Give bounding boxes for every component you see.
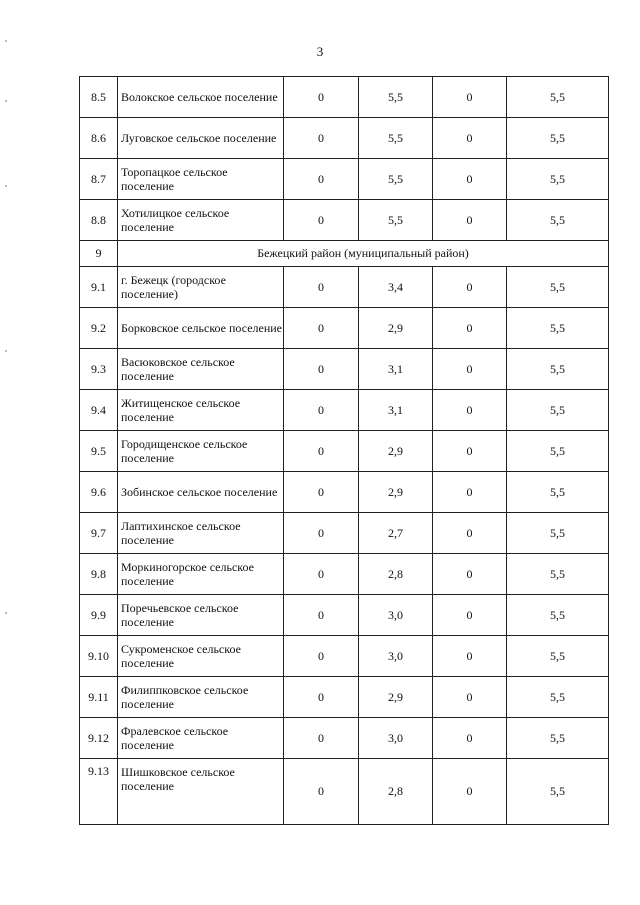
value-cell: 0 <box>284 472 359 513</box>
value-cell: 5,5 <box>507 267 609 308</box>
row-number: 9.8 <box>80 554 118 595</box>
value-cell: 2,9 <box>359 308 433 349</box>
value-cell: 0 <box>433 431 507 472</box>
value-cell: 5,5 <box>359 159 433 200</box>
table-row <box>80 472 609 513</box>
value-cell: 0 <box>433 390 507 431</box>
row-number: 9.2 <box>80 308 118 349</box>
row-number: 9.7 <box>80 513 118 554</box>
value-cell: 0 <box>433 200 507 241</box>
row-number: 8.7 <box>80 159 118 200</box>
value-cell: 5,5 <box>507 390 609 431</box>
value-cell: 5,5 <box>507 118 609 159</box>
table-row <box>80 718 609 759</box>
scan-margin-mark <box>5 185 7 187</box>
table-row <box>80 677 609 718</box>
table-row <box>80 349 609 390</box>
value-cell: 0 <box>284 118 359 159</box>
value-cell: 2,8 <box>359 554 433 595</box>
value-cell: 5,5 <box>507 472 609 513</box>
table-row <box>80 431 609 472</box>
value-cell: 5,5 <box>507 431 609 472</box>
value-cell: 0 <box>433 308 507 349</box>
scan-margin-mark <box>5 100 7 102</box>
settlement-name: Фралевское сельское поселение <box>118 718 284 759</box>
value-cell: 0 <box>284 77 359 118</box>
value-cell: 5,5 <box>507 636 609 677</box>
section-title: Бежецкий район (муниципальный район) <box>118 241 609 267</box>
settlement-name: Филиппковское сельское поселение <box>118 677 284 718</box>
value-cell: 0 <box>284 159 359 200</box>
settlement-name: Городищенское сельское поселение <box>118 431 284 472</box>
value-cell: 0 <box>284 513 359 554</box>
row-number: 9.11 <box>80 677 118 718</box>
value-cell: 3,1 <box>359 349 433 390</box>
table-row <box>80 267 609 308</box>
row-number: 9.12 <box>80 718 118 759</box>
value-cell: 0 <box>284 431 359 472</box>
settlement-name: Лаптихинское сельское поселение <box>118 513 284 554</box>
value-cell: 0 <box>433 77 507 118</box>
settlement-name: Моркиногорское сельское поселение <box>118 554 284 595</box>
value-cell: 0 <box>284 267 359 308</box>
table-row <box>80 118 609 159</box>
table-row <box>80 77 609 118</box>
row-number: 9.6 <box>80 472 118 513</box>
table-row <box>80 554 609 595</box>
value-cell: 3,0 <box>359 636 433 677</box>
value-cell: 0 <box>433 472 507 513</box>
row-number: 9.13 <box>80 759 118 825</box>
value-cell: 3,1 <box>359 390 433 431</box>
settlement-name: Шишковское сельское поселение <box>118 759 284 825</box>
settlement-name: Борковское сельское поселение <box>118 308 284 349</box>
value-cell: 0 <box>284 200 359 241</box>
value-cell: 2,7 <box>359 513 433 554</box>
settlement-name: Поречьевское сельское поселение <box>118 595 284 636</box>
value-cell: 5,5 <box>359 200 433 241</box>
value-cell: 0 <box>433 595 507 636</box>
value-cell: 0 <box>433 759 507 825</box>
value-cell: 0 <box>284 595 359 636</box>
value-cell: 0 <box>284 390 359 431</box>
value-cell: 5,5 <box>507 513 609 554</box>
value-cell: 3,0 <box>359 718 433 759</box>
table-row <box>80 200 609 241</box>
value-cell: 5,5 <box>507 200 609 241</box>
scan-margin-mark <box>5 612 7 614</box>
value-cell: 5,5 <box>507 759 609 825</box>
value-cell: 5,5 <box>507 77 609 118</box>
value-cell: 0 <box>433 554 507 595</box>
settlement-name: Сукроменское сельское поселение <box>118 636 284 677</box>
value-cell: 0 <box>433 267 507 308</box>
value-cell: 0 <box>284 718 359 759</box>
table-row <box>80 159 609 200</box>
settlement-name: Торопацкое сельское поселение <box>118 159 284 200</box>
scan-margin-mark <box>5 350 7 352</box>
value-cell: 5,5 <box>507 159 609 200</box>
table-row <box>80 595 609 636</box>
settlement-name: г. Бежецк (городское поселение) <box>118 267 284 308</box>
data-table <box>79 76 609 825</box>
value-cell: 0 <box>433 636 507 677</box>
value-cell: 5,5 <box>359 118 433 159</box>
settlement-name: Зобинское сельское поселение <box>118 472 284 513</box>
value-cell: 5,5 <box>507 677 609 718</box>
section-row <box>80 241 609 267</box>
value-cell: 3,4 <box>359 267 433 308</box>
value-cell: 0 <box>284 554 359 595</box>
row-number: 8.6 <box>80 118 118 159</box>
settlement-name: Волокское сельское поселение <box>118 77 284 118</box>
value-cell: 0 <box>433 159 507 200</box>
value-cell: 0 <box>284 308 359 349</box>
value-cell: 5,5 <box>507 308 609 349</box>
row-number: 9.5 <box>80 431 118 472</box>
value-cell: 5,5 <box>507 554 609 595</box>
value-cell: 2,9 <box>359 677 433 718</box>
value-cell: 5,5 <box>507 718 609 759</box>
settlement-name: Житищенское сельское поселение <box>118 390 284 431</box>
scan-margin-mark <box>5 40 7 42</box>
row-number: 8.8 <box>80 200 118 241</box>
value-cell: 0 <box>433 118 507 159</box>
value-cell: 0 <box>284 349 359 390</box>
value-cell: 2,8 <box>359 759 433 825</box>
value-cell: 2,9 <box>359 472 433 513</box>
settlement-name: Луговское сельское поселение <box>118 118 284 159</box>
value-cell: 0 <box>284 677 359 718</box>
value-cell: 0 <box>284 759 359 825</box>
row-number: 9.3 <box>80 349 118 390</box>
table-row <box>80 759 609 825</box>
row-number: 9.10 <box>80 636 118 677</box>
value-cell: 5,5 <box>507 349 609 390</box>
table-row <box>80 513 609 554</box>
value-cell: 2,9 <box>359 431 433 472</box>
value-cell: 0 <box>284 636 359 677</box>
settlement-name: Васюковское сельское поселение <box>118 349 284 390</box>
page-number: 3 <box>316 44 324 59</box>
value-cell: 3,0 <box>359 595 433 636</box>
value-cell: 0 <box>433 718 507 759</box>
table-row <box>80 308 609 349</box>
row-number: 9.1 <box>80 267 118 308</box>
value-cell: 0 <box>433 513 507 554</box>
value-cell: 5,5 <box>359 77 433 118</box>
value-cell: 0 <box>433 349 507 390</box>
table-body <box>80 77 609 825</box>
table-row <box>80 390 609 431</box>
row-number: 9.9 <box>80 595 118 636</box>
value-cell: 5,5 <box>507 595 609 636</box>
row-number: 8.5 <box>80 77 118 118</box>
settlement-name: Хотилицкое сельское поселение <box>118 200 284 241</box>
table-row <box>80 636 609 677</box>
row-number: 9 <box>80 241 118 267</box>
row-number: 9.4 <box>80 390 118 431</box>
value-cell: 0 <box>433 677 507 718</box>
